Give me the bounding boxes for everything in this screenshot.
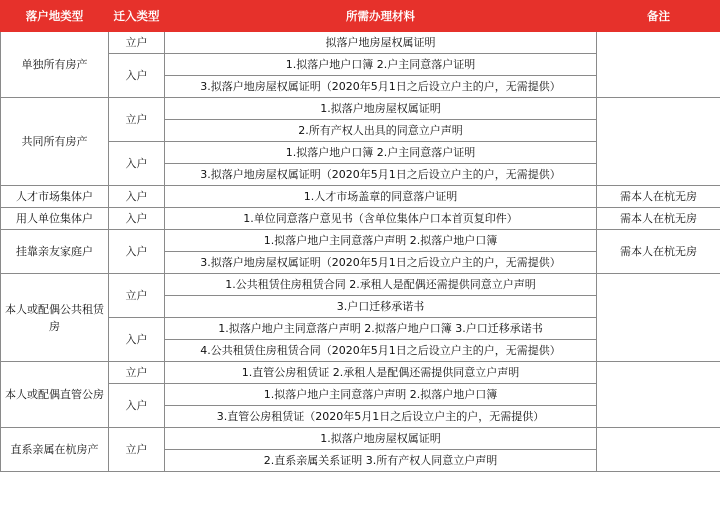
- material-cell: 3.直管公房租赁证（2020年5月1日之后设立户主的户，无需提供）: [165, 406, 597, 428]
- material-cell: 1.直管公房租赁证 2.承租人是配偶还需提供同意立户声明: [165, 362, 597, 384]
- category-cell: 共同所有房产: [1, 98, 109, 186]
- material-cell: 2.所有产权人出具的同意立户声明: [165, 120, 597, 142]
- material-cell: 1.拟落户地房屋权属证明: [165, 428, 597, 450]
- header-move-type: 迁入类型: [109, 1, 165, 32]
- category-cell: 挂靠亲友家庭户: [1, 230, 109, 274]
- header-settle-type: 落户地类型: [1, 1, 109, 32]
- move-type-cell: 立户: [109, 32, 165, 54]
- material-cell: 3.拟落户地房屋权属证明（2020年5月1日之后设立户主的户，无需提供）: [165, 252, 597, 274]
- remark-cell: [597, 274, 720, 362]
- material-cell: 1.拟落户地房屋权属证明: [165, 98, 597, 120]
- remark-cell: [597, 32, 720, 98]
- move-type-cell: 入户: [109, 230, 165, 274]
- table-row: [1, 32, 720, 54]
- header-row: [1, 1, 720, 32]
- remark-cell: 需本人在杭无房: [597, 208, 720, 230]
- table-row: [1, 230, 720, 252]
- move-type-cell: 入户: [109, 186, 165, 208]
- move-type-cell: 立户: [109, 362, 165, 384]
- category-cell: 单独所有房产: [1, 32, 109, 98]
- table-row: [1, 208, 720, 230]
- category-cell: 本人或配偶直管公房: [1, 362, 109, 428]
- header-remarks: 备注: [597, 1, 720, 32]
- move-type-cell: 立户: [109, 98, 165, 142]
- move-type-cell: 立户: [109, 274, 165, 318]
- remark-cell: [597, 98, 720, 186]
- material-cell: 3.拟落户地房屋权属证明（2020年5月1日之后设立户主的户，无需提供）: [165, 76, 597, 98]
- material-cell: 4.公共租赁住房租赁合同（2020年5月1日之后设立户主的户，无需提供）: [165, 340, 597, 362]
- category-cell: 直系亲属在杭房产: [1, 428, 109, 472]
- header-materials: 所需办理材料: [165, 1, 597, 32]
- remark-cell: [597, 362, 720, 428]
- material-cell: 1.拟落户地户主同意落户声明 2.拟落户地户口簿 3.户口迁移承诺书: [165, 318, 597, 340]
- material-cell: 1.拟落户地户口簿 2.户主同意落户证明: [165, 54, 597, 76]
- material-cell: 拟落户地房屋权属证明: [165, 32, 597, 54]
- material-cell: 3.拟落户地房屋权属证明（2020年5月1日之后设立户主的户，无需提供）: [165, 164, 597, 186]
- table-row: [1, 428, 720, 450]
- move-type-cell: 入户: [109, 208, 165, 230]
- material-cell: 1.公共租赁住房租赁合同 2.承租人是配偶还需提供同意立户声明: [165, 274, 597, 296]
- material-cell: 1.单位同意落户意见书（含单位集体户口本首页复印件）: [165, 208, 597, 230]
- table-row: [1, 186, 720, 208]
- table-row: [1, 274, 720, 296]
- material-cell: 1.人才市场盖章的同意落户证明: [165, 186, 597, 208]
- category-cell: 人才市场集体户: [1, 186, 109, 208]
- material-cell: 1.拟落户地户口簿 2.户主同意落户证明: [165, 142, 597, 164]
- move-type-cell: 立户: [109, 428, 165, 472]
- move-type-cell: 入户: [109, 318, 165, 362]
- category-cell: 本人或配偶公共租赁房: [1, 274, 109, 362]
- remark-cell: 需本人在杭无房: [597, 186, 720, 208]
- material-cell: 1.拟落户地户主同意落户声明 2.拟落户地户口簿: [165, 230, 597, 252]
- material-cell: 1.拟落户地户主同意落户声明 2.拟落户地户口簿: [165, 384, 597, 406]
- remark-cell: 需本人在杭无房: [597, 230, 720, 274]
- move-type-cell: 入户: [109, 54, 165, 98]
- move-type-cell: 入户: [109, 142, 165, 186]
- table-row: [1, 362, 720, 384]
- category-cell: 用人单位集体户: [1, 208, 109, 230]
- material-cell: 2.直系亲属关系证明 3.所有产权人同意立户声明: [165, 450, 597, 472]
- move-type-cell: 入户: [109, 384, 165, 428]
- remark-cell: [597, 428, 720, 472]
- table-row: [1, 98, 720, 120]
- material-cell: 3.户口迁移承诺书: [165, 296, 597, 318]
